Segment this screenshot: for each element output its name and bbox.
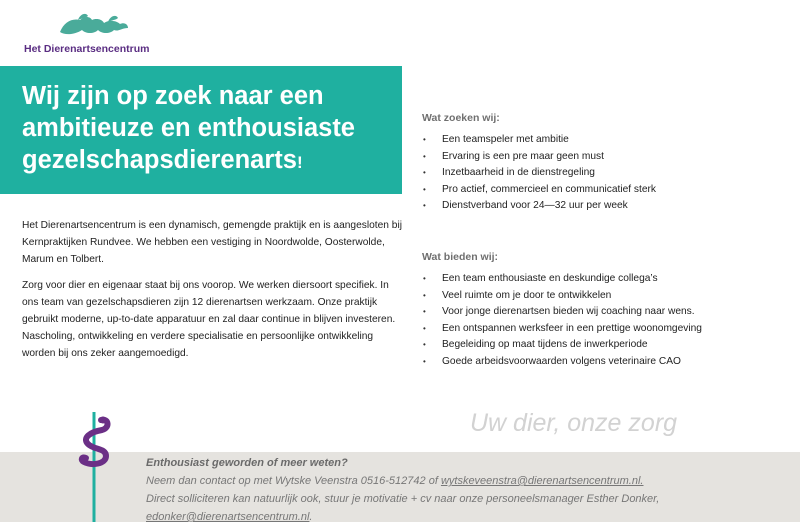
- list-item: • Goede arbeidsvoorwaarden volgens veterinaire CAO: [422, 354, 792, 371]
- page-title: [22, 80, 392, 179]
- intro-paragraph-2: Zorg voor dier en eigenaar staat bij ons voorop. We werken diersoort specifiek. In ons team van gezelschapsdieren zijn 12 dierenartsen werkzaam. Onze praktijk gebruikt moderne, up-to-date apparatuur en zal daar continue in blijven investeren. Nascholing, ontwikkeling en verdere specialisatie en persoonlijke ontwikkeling worden bij ons zeker aangemoedigd.: [22, 280, 396, 359]
- list-item: • Begeleiding op maat tijdens de inwerkperiode: [422, 337, 792, 354]
- email-link-edonker[interactable]: edonker@dierenartsencentrum.nl: [146, 511, 310, 523]
- list-item: • Een team enthousiaste en deskundige collega’s: [422, 271, 792, 288]
- contact-footer: [0, 452, 800, 522]
- requirements-list: [422, 132, 792, 215]
- footer-apply-line: Direct solliciteren kan natuurlijk ook, stuur je motivatie + cv naar onze personeelsmanager Esther Donker,: [146, 493, 660, 505]
- footer-period: .: [309, 511, 313, 523]
- email-link-wytske[interactable]: wytskeveenstra@dierenartsencentrum.nl.: [440, 475, 644, 487]
- list-item: • Dienstverband voor 24—32 uur per week: [422, 198, 792, 215]
- footer-heading: Enthousiast geworden of meer weten?: [146, 457, 348, 469]
- list-item: • Een teamspeler met ambitie: [422, 132, 792, 149]
- list-item: • Veel ruimte om je door te ontwikkelen: [422, 288, 792, 305]
- brand-name: Het Dierenartsencentrum: [24, 43, 150, 55]
- list-item: • Ervaring is een pre maar geen must: [422, 149, 792, 166]
- section-heading: Wat bieden wij:: [422, 251, 499, 263]
- section-wat-bieden-wij: [422, 251, 792, 371]
- hero-banner: [0, 66, 402, 194]
- brand-logo: [24, 10, 174, 56]
- title-exclaim: !: [296, 153, 303, 172]
- offer-list: [422, 271, 792, 371]
- title-line-3: gezelschapsdierenarts: [22, 146, 297, 174]
- footer-contact-line: [146, 472, 643, 490]
- list-item: • Een ontspannen werksfeer in een prettige woonomgeving: [422, 321, 792, 338]
- footer-email-line: [146, 508, 312, 526]
- intro-paragraph-1: Het Dierenartsencentrum is een dynamisch, gemengde praktijk en is aangesloten bij Kernpraktijken Rundvee. We hebben een vestiging in Noordwolde, Oosterwolde, Marum en Tolbert.: [22, 220, 402, 265]
- title-line-2: ambitieuze en enthousiaste: [22, 114, 355, 142]
- list-item: • Voor jonge dierenartsen bieden wij coaching naar wens.: [422, 304, 792, 321]
- intro-text: [22, 217, 402, 371]
- section-wat-zoeken-wij: [422, 112, 792, 215]
- footer-contact-text: Neem dan contact op met Wytske Veenstra 0516-512742 of: [146, 475, 441, 487]
- animal-silhouettes-icon: [58, 10, 130, 40]
- slogan: Uw dier, onze zorg: [470, 409, 678, 437]
- list-item: • Inzetbaarheid in de dienstregeling: [422, 165, 792, 182]
- title-line-1: Wij zijn op zoek naar een: [22, 82, 324, 110]
- staff-of-asclepius-icon: [74, 412, 114, 522]
- list-item: • Pro actief, commercieel en communicatief sterk: [422, 182, 792, 199]
- section-heading: Wat zoeken wij:: [422, 112, 500, 124]
